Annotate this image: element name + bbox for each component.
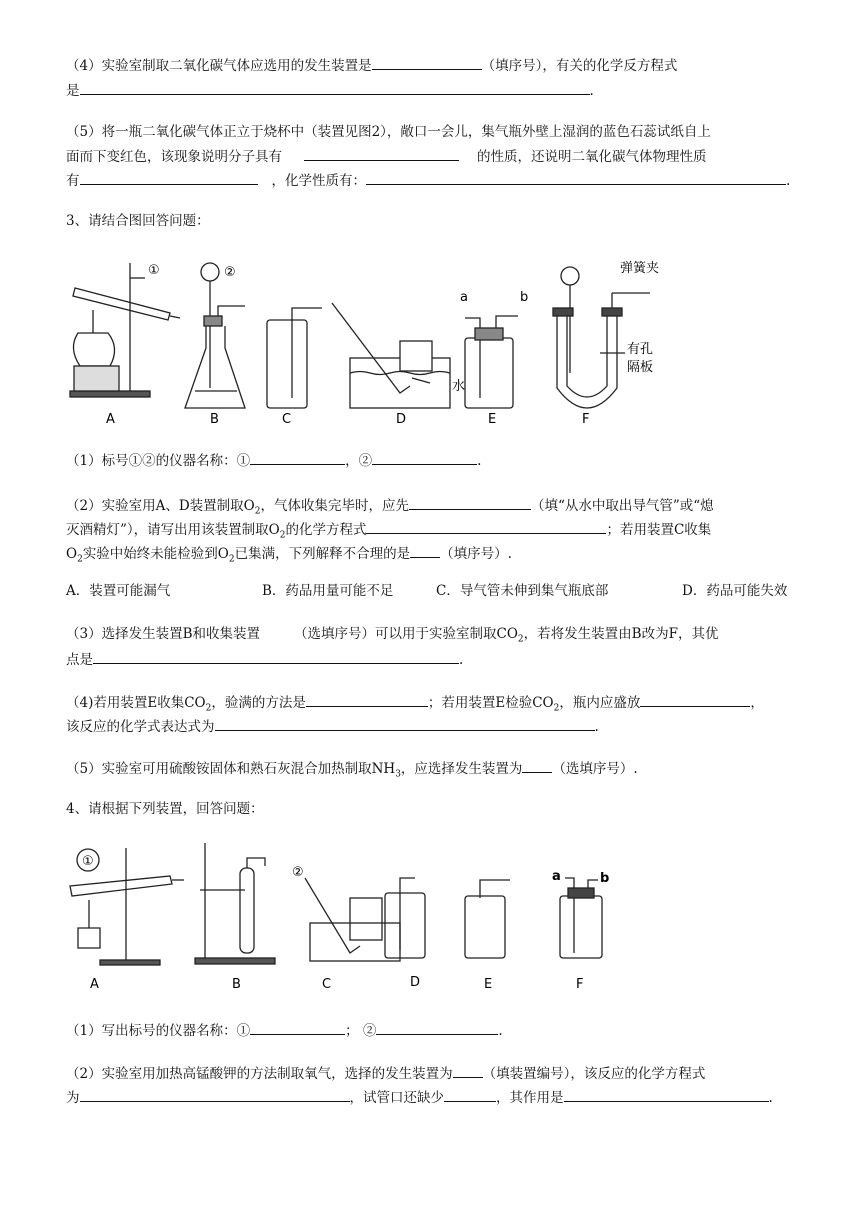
answer-blank[interactable]	[250, 450, 345, 465]
answer-blank[interactable]	[522, 758, 552, 773]
option-b[interactable]: B．药品用量可能不足	[262, 583, 394, 599]
answer-blank[interactable]	[453, 1063, 483, 1078]
answer-blank[interactable]	[250, 1020, 345, 1035]
q3-part1: （1）标号①②的仪器名称：① ，② .	[66, 450, 481, 470]
apparatus-a	[70, 263, 180, 397]
option-c[interactable]: C．导气管未伸到集气瓶底部	[436, 583, 609, 599]
label-f: F	[576, 977, 584, 992]
q3-title: 3、请结合图回答问题：	[66, 213, 210, 229]
q2-part4-line2: 是 .	[66, 80, 594, 100]
apparatus-c	[305, 878, 400, 961]
q3-part5: （5）实验室可用硫酸铵固体和熟石灰混合加热制取$NH_3$，应选择发生装置为 （选填序号）.	[66, 758, 638, 784]
apparatus-b	[195, 843, 275, 964]
label-c: C	[322, 977, 332, 992]
q4-part2-line1: （2）实验室用加热高锰酸钾的方法制取氧气，选择的发生装置为 （填装置编号），该反应的化学方程式	[66, 1063, 705, 1083]
answer-blank[interactable]	[444, 1087, 496, 1102]
water-label: 水	[452, 379, 466, 394]
mark-1: ①	[82, 854, 94, 869]
q3-part4-line2: 该反应的化学式表达式为 .	[66, 716, 599, 736]
answer-blank[interactable]	[372, 450, 477, 465]
mark-2: ②	[292, 865, 304, 880]
q3-part3-line1: （3）选择发生装置B和收集装置 （选填序号）可以用于实验室制取$CO_2$，若将发生装置由B改为F，其优	[66, 626, 719, 645]
q2-part5-line2: 面而下变红色，该现象说明分子具有 的性质，还说明二氧化碳气体物理性质	[66, 146, 707, 166]
port-b: b	[600, 871, 610, 886]
answer-blank[interactable]	[410, 543, 440, 558]
answer-blank[interactable]	[306, 692, 428, 707]
q3-part2-line3: $O_2$实验中始终未能检验到$O_2$已集满，下列解释不合理的是 （填序号）.	[66, 543, 512, 569]
option-d[interactable]: D．药品可能失效	[682, 583, 788, 599]
q4-part2-line2: 为 ，试管口还缺少 ，其作用是 .	[66, 1087, 773, 1107]
label-d: D	[410, 975, 421, 990]
q3-part2-line2: 灭酒精灯”），请写出用该装置制取$O_2$的化学方程式 ；若用装置C收集	[66, 519, 711, 545]
answer-blank[interactable]	[564, 1087, 769, 1102]
apparatus-d	[332, 303, 450, 408]
answer-blank[interactable]	[304, 146, 459, 161]
answer-blank[interactable]	[366, 170, 786, 185]
answer-blank[interactable]	[80, 1087, 350, 1102]
mark-1: ①	[148, 263, 160, 278]
q2-part5-line3: 有 ，化学性质有： .	[66, 170, 790, 190]
label-c: C	[282, 412, 292, 427]
label-b: B	[210, 412, 219, 427]
q3-options	[66, 582, 787, 600]
label-d: D	[396, 412, 407, 427]
answer-blank[interactable]	[376, 1020, 498, 1035]
apparatus-f	[560, 878, 602, 958]
label-f: F	[582, 412, 590, 427]
answer-blank[interactable]	[80, 80, 590, 95]
answer-blank[interactable]	[372, 55, 482, 70]
port-b: b	[520, 290, 529, 305]
apparatus-e	[465, 316, 518, 408]
option-a[interactable]: A．装置可能漏气	[66, 583, 171, 599]
q3-part3-line2: 点是 .	[66, 649, 463, 669]
q3-apparatus-figure	[60, 258, 680, 428]
label-a: A	[106, 412, 115, 427]
label-b: B	[232, 977, 241, 992]
mark-2: ②	[224, 265, 236, 280]
answer-blank[interactable]	[93, 649, 459, 664]
label-e: E	[484, 977, 493, 992]
q2-part5-line1: （5）将一瓶二氧化碳气体正立于烧杯中（装置见图2），敞口一会儿，集气瓶外壁上湿润的蓝色石蕊试纸自上	[66, 124, 711, 140]
apparatus-e	[465, 880, 510, 958]
q4-part1: （1）写出标号的仪器名称：① ； ② .	[66, 1020, 503, 1040]
answer-blank[interactable]	[409, 495, 531, 510]
porous-label-1: 有孔	[627, 342, 654, 357]
apparatus-b	[185, 263, 245, 408]
answer-blank[interactable]	[215, 716, 595, 731]
apparatus-c	[267, 308, 322, 408]
q3-part4-line1: （4)若用装置E收集$CO_2$，验满的方法是 ；若用装置E检验$CO_2$，瓶内应盛放 ，	[66, 692, 764, 718]
apparatus-f	[553, 267, 650, 408]
answer-blank[interactable]	[366, 519, 606, 534]
porous-label-2: 隔板	[627, 360, 654, 375]
apparatus-d	[385, 878, 425, 958]
answer-blank[interactable]	[640, 692, 750, 707]
spring-clip-label: 弹簧夹	[620, 261, 660, 276]
port-a: a	[460, 290, 468, 305]
q3-part2-line1: （2）实验室用A、D装置制取$O_2$，气体收集完毕时，应先 （填“从水中取出导气管”或“熄	[66, 495, 714, 521]
q2-part4-line1: （4）实验室制取二氧化碳气体应选用的发生装置是 （填序号），有关的化学反方程式	[66, 55, 677, 75]
q4-title: 4、请根据下列装置，回答问题：	[66, 801, 264, 817]
port-a: a	[552, 869, 561, 884]
label-a: A	[90, 977, 99, 992]
q4-apparatus-figure	[60, 838, 680, 998]
answer-blank[interactable]	[80, 170, 258, 185]
label-e: E	[488, 412, 497, 427]
